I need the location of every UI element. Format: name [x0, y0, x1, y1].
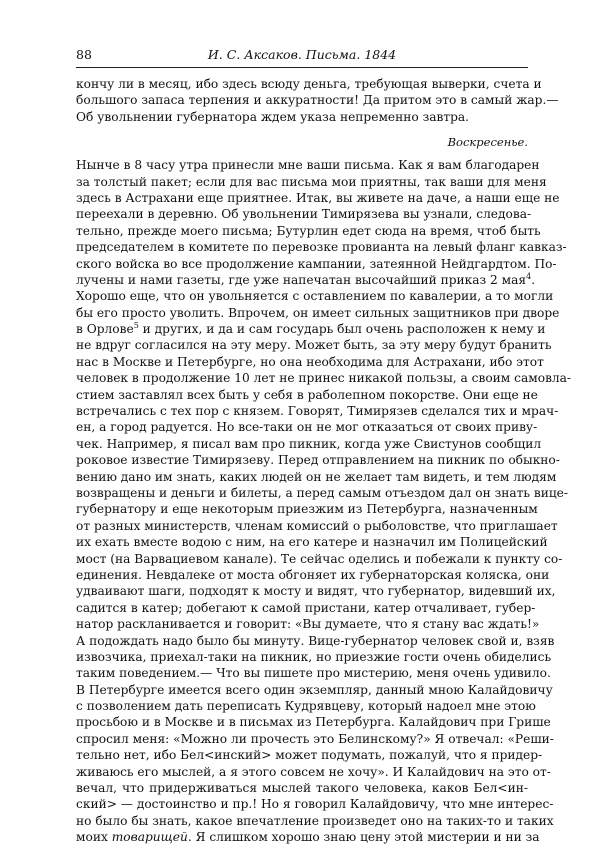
- text-line: Об увольнении губернатора ждем указа непременно завтра.: [76, 109, 470, 124]
- text-line: человек в продолжение 10 лет не принес никакой пользы, а своим самовла-: [76, 371, 572, 386]
- text-line: ского войска во все продолжение кампании, затеянной Нейдгардтом. По-: [76, 256, 557, 271]
- text-line: встречались с тех пор с князем. Говорят, Тимирязев сделался тих и мрач-: [76, 404, 559, 419]
- text-line: переехали в деревню. Об увольнении Тимирязева вы узнали, следова-: [76, 207, 532, 222]
- text-line: их ехать вместе водою с ним, на его катере и назначил им Полицейский: [76, 535, 548, 550]
- text-line: роковое известие Тимирязеву. Перед отправлением на пикник по обыкно-: [76, 453, 560, 468]
- text-line: председателем в комитете по перевозке провианта на левый фланг кавказ-: [76, 240, 567, 255]
- text-line: спросил меня: «Можно ли прочесть это Белинскому?» Я отвечал: «Реши-: [76, 731, 554, 746]
- text-line: тельно нет, ибо Бел<инский> может подумать, пожалуй, что я придер-: [76, 748, 543, 763]
- dateline: Воскресенье.: [447, 135, 528, 150]
- text-line: чек. Например, я писал вам про пикник, когда уже Свистунов сообщил: [76, 436, 542, 451]
- text-line: А подождать надо было бы минуту. Вице-губернатор человек свой и, взяв: [76, 633, 555, 648]
- text-line: ен, а город радуется. Но все-таки он не мог отказаться от своих приву-: [76, 420, 538, 435]
- page-number: 88: [76, 47, 92, 62]
- text-span: моих: [76, 830, 108, 845]
- text-line: таким поведением.— Что вы пишете про мистерию, меня очень удивило.: [76, 666, 551, 681]
- footnote-ref: 5: [133, 321, 139, 331]
- footnote-ref: 4: [526, 271, 532, 281]
- text-line: за толстый пакет; если для вас письма мои приятны, так ваши для меня: [76, 174, 547, 189]
- text-line: стием заставлял всех быть у себя в раболепном покорстве. Они еще не: [76, 387, 538, 402]
- text-line: но было бы знать, какое впечатление произведет оно на таких-то и таких: [76, 813, 554, 828]
- running-title: И. С. Аксаков. Письма. 1844: [207, 47, 397, 62]
- text-line: здесь в Астрахани еще приятнее. Итак, вы живете на даче, а наши еще не: [76, 190, 560, 205]
- text-line: садится в катер; добегают к самой пристани, катер отчаливает, губер-: [76, 600, 536, 615]
- text-line: вечал, что придерживаться мыслей такого человека, каков Бел<ин-: [76, 781, 528, 796]
- text-line: единения. Невдалеке от моста обгоняет их губернаторская коляска, они: [76, 567, 550, 582]
- text-line: возвращены и деньги и билеты, а перед самым отъездом дал он знать вице-: [76, 485, 569, 500]
- text-line: извозчика, приехал-таки на пикник, но приезжие гости очень обиделись: [76, 649, 552, 664]
- page-header: [76, 47, 528, 65]
- text-line: живаюсь его мыслей, а я этого совсем не хочу». И Калайдович на это от-: [76, 764, 551, 779]
- text-line: [76, 321, 546, 337]
- italic-word: товарищей: [111, 830, 188, 845]
- text-line: кончу ли в месяц, ибо здесь всюду деньга, требующая выверки, счета и: [76, 77, 542, 91]
- header-divider: [76, 67, 528, 68]
- text-line: ский> — достоинство и пр.! Но я говорил Калайдовичу, что мне интерес-: [76, 797, 554, 812]
- text-line: тельно, прежде моего письма; Бутурлин едет сюда на время, чтоб быть: [76, 223, 541, 238]
- text-span: лучены и нами газеты, где уже напечатан высочайший приказ 2 мая: [76, 272, 527, 287]
- text-line: вению дано им знать, каких людей он не желает там видеть, и тем людям: [76, 469, 557, 484]
- text-line: от разных министерств, членам комиссий о рыболовстве, что приглашает: [76, 518, 558, 533]
- text-line: просьбою и в Москве и в письмах из Петербурга. Калайдович при Грише: [76, 715, 551, 730]
- text-line: нас в Москве и Петербурге, но она необходима для Астрахани, ибо этот: [76, 354, 544, 369]
- text-span: в Орлове: [76, 322, 134, 337]
- text-line: губернатору и еще некоторым приезжим из Петербурга, назначенным: [76, 502, 538, 517]
- text-line: бы его просто уволить. Впрочем, он имеет сильных защитников при дворе: [76, 305, 560, 320]
- text-line: Нынче в 8 часу утра принесли мне ваши письма. Как я вам благодарен: [76, 158, 540, 173]
- text-line: не вдруг согласился на эту меру. Может быть, за эту меру будут бранить: [76, 338, 552, 353]
- text-line: с позволением дать переписать Кудрявцеву, который надоел мне этою: [76, 699, 536, 714]
- text-line: большого запаса терпения и аккуратности! Да притом это в самый жар.—: [76, 93, 559, 108]
- text-line: удваивают шаги, подходят к мосту и видят, что губернатор, видевший их,: [76, 584, 556, 599]
- letter-text: [76, 76, 572, 846]
- text-line: Хорошо еще, что он увольняется с оставлением по кавалерии, а то могли: [76, 289, 554, 304]
- text-line: натор раскланивается и говорит: «Вы думаете, что я стану вас ждать!»: [76, 617, 540, 632]
- text-line: [76, 829, 540, 845]
- text-span: . Я слишком хорошо знаю цену этой мистерии и ни за: [187, 830, 540, 845]
- text-line: В Петербурге имеется всего один экземпляр, данный мною Калайдовичу: [76, 682, 553, 697]
- text-span: и других, и да и сам государь был очень расположен к нему и: [138, 322, 546, 337]
- text-line: мост (на Варвациевом канале). Те сейчас оделись и побежали к пункту со-: [76, 551, 563, 566]
- text-line: лучены и нами газеты, где уже напечатан высочайший приказ 2 мая$^4$.: [76, 271, 536, 287]
